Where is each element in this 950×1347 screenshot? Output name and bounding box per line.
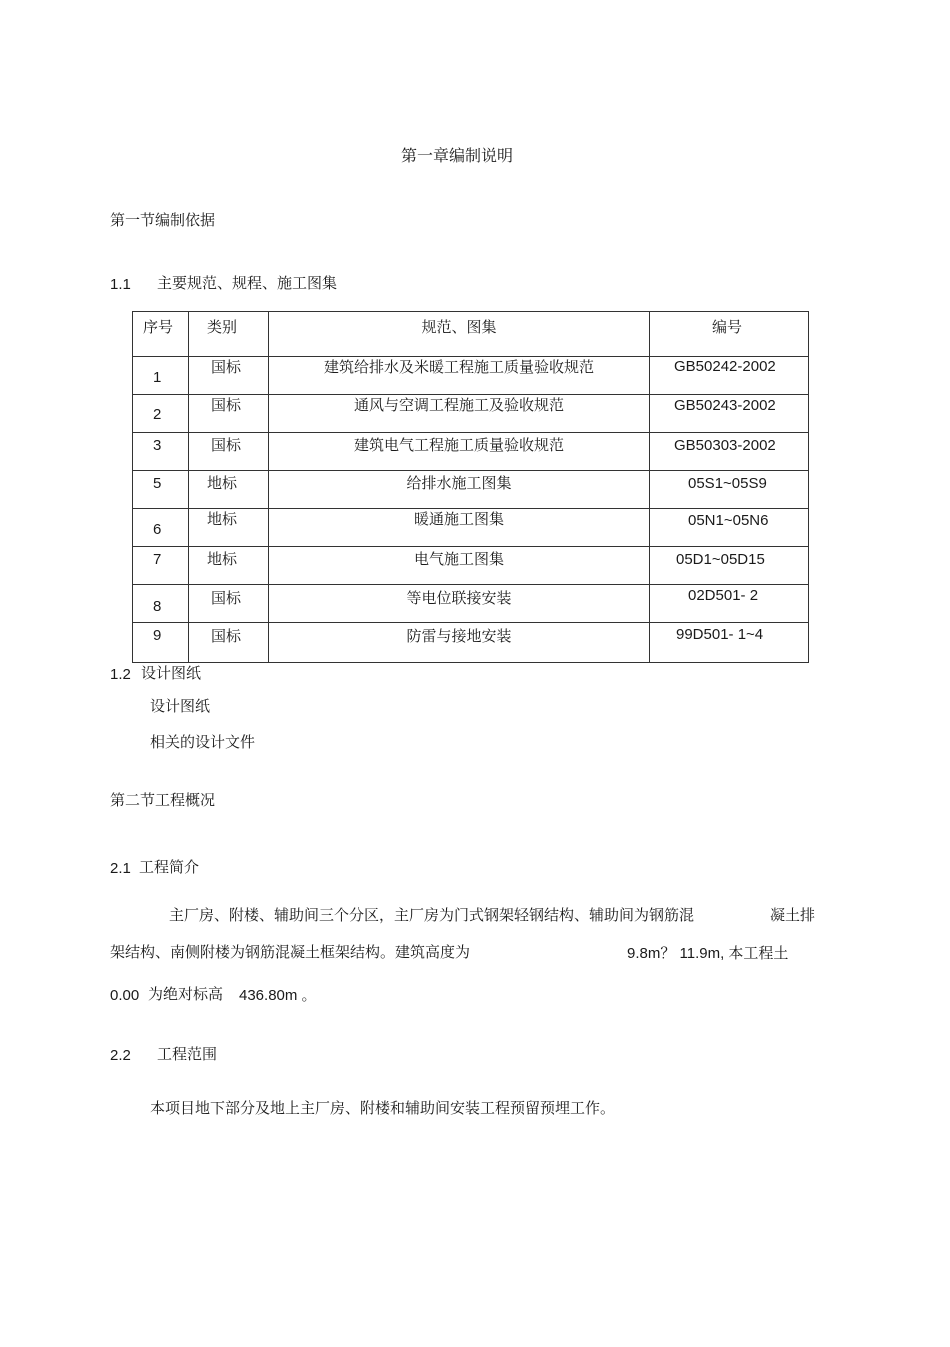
subsection-number: 1.1 <box>110 276 131 293</box>
paragraph-text: 9.8m？ 11.9m, 本工程土 <box>627 945 789 962</box>
table-row: 7 地标 电气施工图集 05D1~05D15 <box>133 547 809 585</box>
paragraph-text: 为绝对标高 <box>148 985 224 1003</box>
section-title: 第一节编制依据 <box>110 211 216 229</box>
table-row: 5 地标 给排水施工图集 05S1~05S9 <box>133 471 809 509</box>
header-cell: 编号 <box>650 312 809 357</box>
table-header-row <box>133 312 809 357</box>
chapter-title: 第一章编制说明 <box>401 146 514 165</box>
subsection-title: 设计图纸 <box>141 664 202 682</box>
paragraph-text: 架结构、南侧附楼为钢筋混凝土框架结构。建筑高度为 <box>110 943 471 961</box>
section-title: 第二节工程概况 <box>110 791 216 809</box>
table-row: 2 国标 通风与空调工程施工及验收规范 GB50243-2002 <box>133 395 809 433</box>
table-row: 6 地标 暖通施工图集 05N1~05N6 <box>133 509 809 547</box>
subsection-title: 工程范围 <box>157 1045 218 1063</box>
subsection-number: 2.1 <box>110 860 131 877</box>
table-row: 9 国标 防雷与接地安装 99D501- 1~4 <box>133 623 809 663</box>
paragraph-text: 436.80m 。 <box>239 987 317 1004</box>
paragraph-text: 主厂房、附楼、辅助间三个分区，主厂房为门式钢架轻钢结构、辅助间为钢筋混 <box>169 906 695 924</box>
standards-table <box>132 311 809 663</box>
header-cell: 序号 <box>133 312 189 357</box>
paragraph-text: 0.00 <box>110 987 140 1004</box>
paragraph-text: 本项目地下部分及地上主厂房、附楼和辅助间安装工程预留预埋工作。 <box>150 1099 616 1117</box>
table-row: 8 国标 等电位联接安装 02D501- 2 <box>133 585 809 623</box>
header-cell: 规范、图集 <box>269 312 650 357</box>
subsection-title: 工程简介 <box>139 858 200 876</box>
table-row: 3 国标 建筑电气工程施工质量验收规范 GB50303-2002 <box>133 433 809 471</box>
subsection-number: 1.2 <box>110 666 131 683</box>
list-item: 相关的设计文件 <box>150 733 256 751</box>
list-item: 设计图纸 <box>150 697 211 715</box>
header-cell: 类别 <box>189 312 269 357</box>
subsection-title: 主要规范、规程、施工图集 <box>157 274 338 292</box>
paragraph-text: 凝土排 <box>770 906 816 924</box>
subsection-number: 2.2 <box>110 1047 131 1064</box>
table-row: 1 国标 建筑给排水及米暖工程施工质量验收规范 GB50242-2002 <box>133 357 809 395</box>
